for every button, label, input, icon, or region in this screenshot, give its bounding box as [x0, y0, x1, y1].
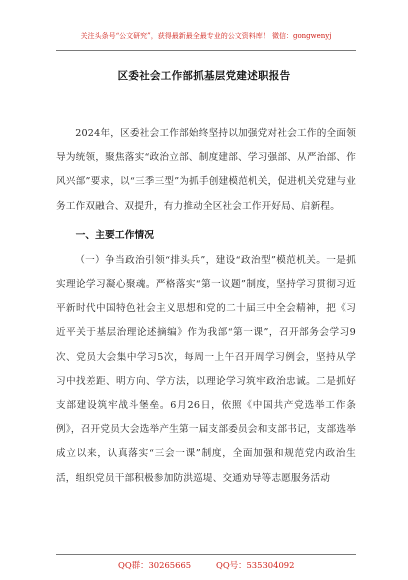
document-title: 区委社会工作部抓基层党建述职报告 [117, 70, 291, 82]
page-header [56, 24, 356, 51]
document-body [56, 122, 356, 491]
intro-paragraph: 2024年，区委社会工作部始终坚持以加强党对社会工作的全面领导为统领，聚焦落实“政治立部、制度建部、学习强部、从严治部、作风兴部”要求，以“三季三型”为抓手创建模范机关，促进机关党建与业务工作双融合、双提升，有力推动全区社会工作开好局、启新程。 [56, 128, 356, 212]
footer-qq-group: QQ群：30265665 [118, 560, 192, 570]
footer-qq-number: QQ号：535304092 [216, 560, 295, 570]
page-footer [56, 554, 356, 577]
header-promo-text: 关注头条号“公文研究”，获得最新最全最专业的公文资料库！ 微信：gongwenyj [80, 32, 332, 40]
section-heading: 一、主要工作情况 [75, 229, 154, 241]
section-paragraph: （一）争当政治引领“排头兵”，建设“政治型”模范机关。一是抓实理论学习凝心聚魂。严格落实“第一议题”制度，坚持学习贯彻习近平新时代中国特色社会主义思想和党的二十届三中全会精神，把《习近平关于基层治理论述摘编》作为我部“第一课”，召开部务会学习9次、党员大会集中学习5次，每周一上午召开周学习例会，坚持从学习中找差距、明方向、学方法，以理论学习筑牢政治忠诚。二是抓好支部建设筑牢战斗堡垒。6月26日，依照《中国共产党选举工作条例》，召开党员大会选举产生第一届支部委员会和支部书记，支部选举成立以来，认真落实“三会一课”制度，全面加强和规范党内政治生活，组织党员干部积极参加防洪巡堤、交通劝导等志愿服务活动 [56, 254, 356, 484]
